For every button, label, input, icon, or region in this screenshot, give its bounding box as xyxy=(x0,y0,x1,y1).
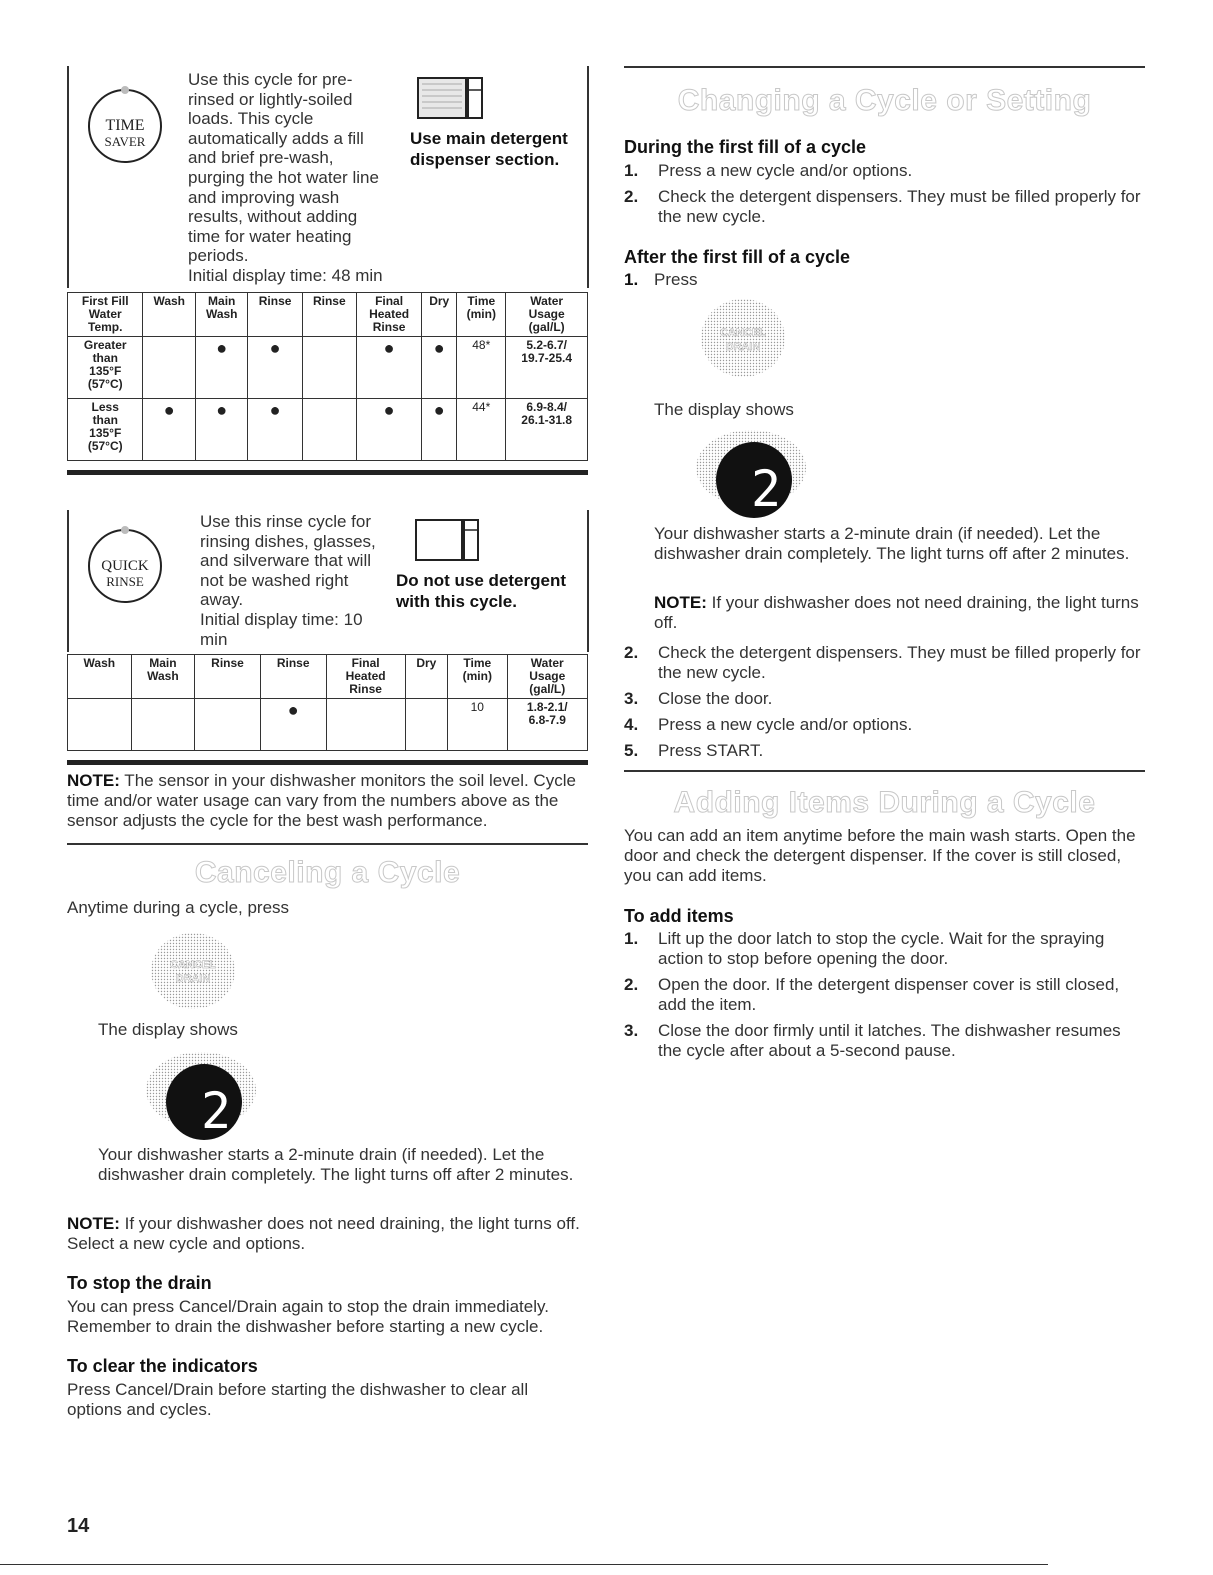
step-text: Open the door. If the detergent dispenser cover is still closed, add the item. xyxy=(658,975,1120,1014)
table-cell: ● xyxy=(356,337,421,399)
drain-display-icon xyxy=(146,1050,256,1140)
section-rule xyxy=(67,843,588,845)
time-saver-table xyxy=(67,292,588,461)
table-cell xyxy=(68,699,132,751)
description-line: loads. This cycle xyxy=(188,109,314,129)
block-border-left xyxy=(67,66,69,288)
list-item xyxy=(624,270,924,290)
table-cell: Time (min) xyxy=(448,655,507,699)
step-text: Press START. xyxy=(658,741,764,760)
step-number: 4. xyxy=(624,715,639,734)
svg-text:CANCEL: CANCEL xyxy=(170,959,216,971)
block-border-right xyxy=(587,66,589,288)
table-cell xyxy=(326,699,405,751)
step-text: Press a new cycle and/or options. xyxy=(658,161,913,180)
table-cell: Time (min) xyxy=(457,293,506,337)
table-cell: Water Usage (gal/L) xyxy=(507,655,587,699)
section-rule xyxy=(624,770,1145,772)
step-number: 1. xyxy=(624,161,639,180)
time-saver-detergent-note xyxy=(410,128,590,170)
svg-text:DRAIN: DRAIN xyxy=(725,341,761,353)
table-cell: Greater than 135°F (57°C) xyxy=(68,337,143,399)
table-cell xyxy=(143,337,196,399)
canceling-display-shows: The display shows xyxy=(98,1020,238,1039)
list-item xyxy=(624,643,1144,683)
table-cell: ● xyxy=(143,399,196,461)
step-number: 2. xyxy=(624,187,639,206)
table-cell: 6.9-8.4/ 26.1-31.8 xyxy=(506,399,588,461)
table-cell: ● xyxy=(422,337,457,399)
table-cell: Less than 135°F (57°C) xyxy=(68,399,143,461)
table-cell: 5.2-6.7/ 19.7-25.4 xyxy=(506,337,588,399)
clear-indicators-heading: To clear the indicators xyxy=(67,1356,258,1376)
description-line: rinsing dishes, glasses, xyxy=(200,531,376,551)
description-line: Use this rinse cycle for xyxy=(200,512,371,531)
svg-text:2: 2 xyxy=(200,1082,232,1140)
table-cell xyxy=(405,699,447,751)
note-label: NOTE: xyxy=(67,1214,120,1233)
table-cell: Rinse xyxy=(260,655,326,699)
list-item xyxy=(624,741,1144,761)
svg-text:DRAIN: DRAIN xyxy=(175,973,211,985)
table-cell: 48* xyxy=(457,337,506,399)
cancel-drain-button[interactable] xyxy=(698,296,788,380)
first-fill-heading: During the first fill of a cycle xyxy=(624,137,867,157)
list-item xyxy=(624,187,1144,227)
svg-text:2: 2 xyxy=(750,460,782,518)
page-number: 14 xyxy=(67,1515,90,1537)
table-cell xyxy=(131,699,195,751)
table-cell: Rinse xyxy=(302,293,356,337)
after-fill-heading: After the first fill of a cycle xyxy=(624,247,851,267)
add-items-heading: To add items xyxy=(624,906,734,926)
list-item xyxy=(624,161,1144,181)
add-items-steps xyxy=(624,929,1144,1067)
canceling-intro: Anytime during a cycle, press xyxy=(67,898,290,917)
table-cell xyxy=(195,699,261,751)
description-line: and brief pre-wash, xyxy=(188,148,334,168)
table-cell: ● xyxy=(195,399,248,461)
footer-rule xyxy=(0,1564,1048,1565)
clear-indicators-text: Press Cancel/Drain before starting the dishwasher to clear all options and cycles. xyxy=(67,1380,529,1419)
table-header-row xyxy=(68,655,588,699)
description-line: rinsed or lightly-soiled xyxy=(188,89,353,109)
quick-rinse-table xyxy=(67,654,588,751)
step-number: 2. xyxy=(624,643,639,662)
step-text: Press xyxy=(654,270,698,289)
description-line: Initial display time: 48 min xyxy=(188,265,383,285)
table-cell: Main Wash xyxy=(131,655,195,699)
table-cell: Rinse xyxy=(195,655,261,699)
table-cell: Final Heated Rinse xyxy=(356,293,421,337)
canceling-drain-text: Your dishwasher starts a 2-minute drain (if needed). Let the dishwasher drain completely. The light turns off after 2 minutes. xyxy=(98,1145,574,1184)
note-text: If your dishwasher does not need draining, the light turns off. Select a new cycle and options. xyxy=(67,1214,580,1253)
stop-drain-heading: To stop the drain xyxy=(67,1273,212,1293)
list-item xyxy=(624,689,1144,709)
table-cell: ● xyxy=(260,699,326,751)
time-saver-icon xyxy=(80,80,170,170)
table-row xyxy=(68,699,588,751)
block-border-right xyxy=(587,510,589,652)
table-cell: Final Heated Rinse xyxy=(326,655,405,699)
changing-title: Changing a Cycle or Setting xyxy=(677,84,1092,117)
list-item xyxy=(624,929,1144,969)
description-line: not be washed right xyxy=(200,570,349,590)
step-text: Close the door firmly until it latches. The dishwasher resumes the cycle after about a 5-second pause. xyxy=(658,1021,1121,1060)
table-cell: First Fill Water Temp. xyxy=(68,293,143,337)
detergent-note-line: Use main detergent xyxy=(410,129,568,148)
step-text: Press a new cycle and/or options. xyxy=(658,715,913,734)
detergent-note-line: with this cycle. xyxy=(396,592,517,611)
after-fill-steps xyxy=(624,643,1144,767)
dispenser-icon xyxy=(414,76,486,124)
table-cell: ● xyxy=(248,337,302,399)
table-header-row xyxy=(68,293,588,337)
list-item xyxy=(624,715,1144,735)
description-line: automatically adds a fill xyxy=(188,128,364,148)
step-number: 3. xyxy=(624,1021,639,1040)
table-cell: ● xyxy=(356,399,421,461)
svg-text:TIME: TIME xyxy=(105,117,145,134)
table-cell: Main Wash xyxy=(195,293,248,337)
step-number: 3. xyxy=(624,689,639,708)
step-text: Check the detergent dispensers. They must be filled properly for the new cycle. xyxy=(658,643,1141,682)
description-line: results, without adding xyxy=(188,207,358,227)
note-label: NOTE: xyxy=(654,593,707,612)
description-line: and silverware that will xyxy=(200,551,372,571)
note-label: NOTE: xyxy=(67,771,120,790)
changing-display-shows: The display shows xyxy=(654,400,794,419)
table-row xyxy=(68,337,588,399)
time-saver-description xyxy=(188,70,408,286)
step-number: 1. xyxy=(624,929,639,948)
cancel-drain-button[interactable] xyxy=(148,930,238,1012)
section-rule xyxy=(624,66,1145,68)
table-cell: ● xyxy=(248,399,302,461)
sensor-note xyxy=(67,771,587,831)
table-cell xyxy=(302,399,356,461)
detergent-note-line: dispenser section. xyxy=(410,150,560,169)
quick-rinse-icon xyxy=(80,520,170,610)
description-line: min xyxy=(200,629,228,649)
quick-rinse-description xyxy=(200,512,400,649)
table-cell: ● xyxy=(422,399,457,461)
list-item xyxy=(624,975,1144,1015)
canceling-title: Canceling a Cycle xyxy=(194,856,461,889)
first-fill-steps xyxy=(624,161,1144,233)
table-row xyxy=(68,399,588,461)
adding-title: Adding Items During a Cycle xyxy=(673,786,1096,819)
quick-rinse-detergent-note xyxy=(396,570,586,612)
svg-text:SAVER: SAVER xyxy=(104,134,146,149)
description-line: Initial display time: 10 xyxy=(200,609,363,629)
description-line: periods. xyxy=(188,246,249,266)
stop-drain-text: You can press Cancel/Drain again to stop the drain immediately. Remember to drain the dishwasher before starting a new cycle. xyxy=(67,1297,549,1336)
step-text: Check the detergent dispensers. They must be filled properly for the new cycle. xyxy=(658,187,1141,226)
list-item xyxy=(624,1021,1144,1061)
table-cell: Water Usage (gal/L) xyxy=(506,293,588,337)
table-cell: Wash xyxy=(143,293,196,337)
changing-note xyxy=(654,593,1139,633)
description-line: purging the hot water line xyxy=(188,167,379,187)
svg-text:CANCEL: CANCEL xyxy=(720,327,766,339)
dispenser-icon xyxy=(412,516,484,564)
table-cell: ● xyxy=(195,337,248,399)
description-line: Use this cycle for pre- xyxy=(188,70,353,89)
description-line: and improving wash xyxy=(188,187,340,207)
changing-drain-text: Your dishwasher starts a 2-minute drain (if needed). Let the dishwasher drain completely. The light turns off after 2 minutes. xyxy=(654,524,1130,563)
note-text: If your dishwasher does not need draining, the light turns off. xyxy=(654,593,1139,632)
step-number: 1. xyxy=(624,270,639,289)
step-number: 2. xyxy=(624,975,639,994)
table-cell: Dry xyxy=(422,293,457,337)
note-text: The sensor in your dishwasher monitors the soil level. Cycle time and/or water usage can vary from the numbers above as the sensor adjusts the cycle for the best wash performance. xyxy=(67,771,576,830)
table-cell: 10 xyxy=(448,699,507,751)
step-text: Lift up the door latch to stop the cycle. Wait for the spraying action to stop before opening the door. xyxy=(658,929,1105,968)
step-number: 5. xyxy=(624,741,639,760)
description-line: away. xyxy=(200,590,244,610)
table-cell xyxy=(302,337,356,399)
drain-display-icon xyxy=(696,428,806,518)
description-line: time for water heating xyxy=(188,226,352,246)
adding-intro: You can add an item anytime before the main wash starts. Open the door and check the detergent dispenser. If the cover is still closed, you can add items. xyxy=(624,826,1136,885)
table-cell: Dry xyxy=(405,655,447,699)
table-cell: Wash xyxy=(68,655,132,699)
detergent-note-line: Do not use detergent xyxy=(396,571,567,590)
table-cell: 44* xyxy=(457,399,506,461)
svg-text:RINSE: RINSE xyxy=(106,574,144,589)
table-bottom-rule xyxy=(67,760,588,765)
table-cell: Rinse xyxy=(248,293,302,337)
svg-text:QUICK: QUICK xyxy=(101,558,149,574)
canceling-note xyxy=(67,1214,587,1254)
table-cell: 1.8-2.1/ 6.8-7.9 xyxy=(507,699,587,751)
step-text: Close the door. xyxy=(658,689,773,708)
table-bottom-rule xyxy=(67,470,588,475)
block-border-left xyxy=(67,510,69,652)
